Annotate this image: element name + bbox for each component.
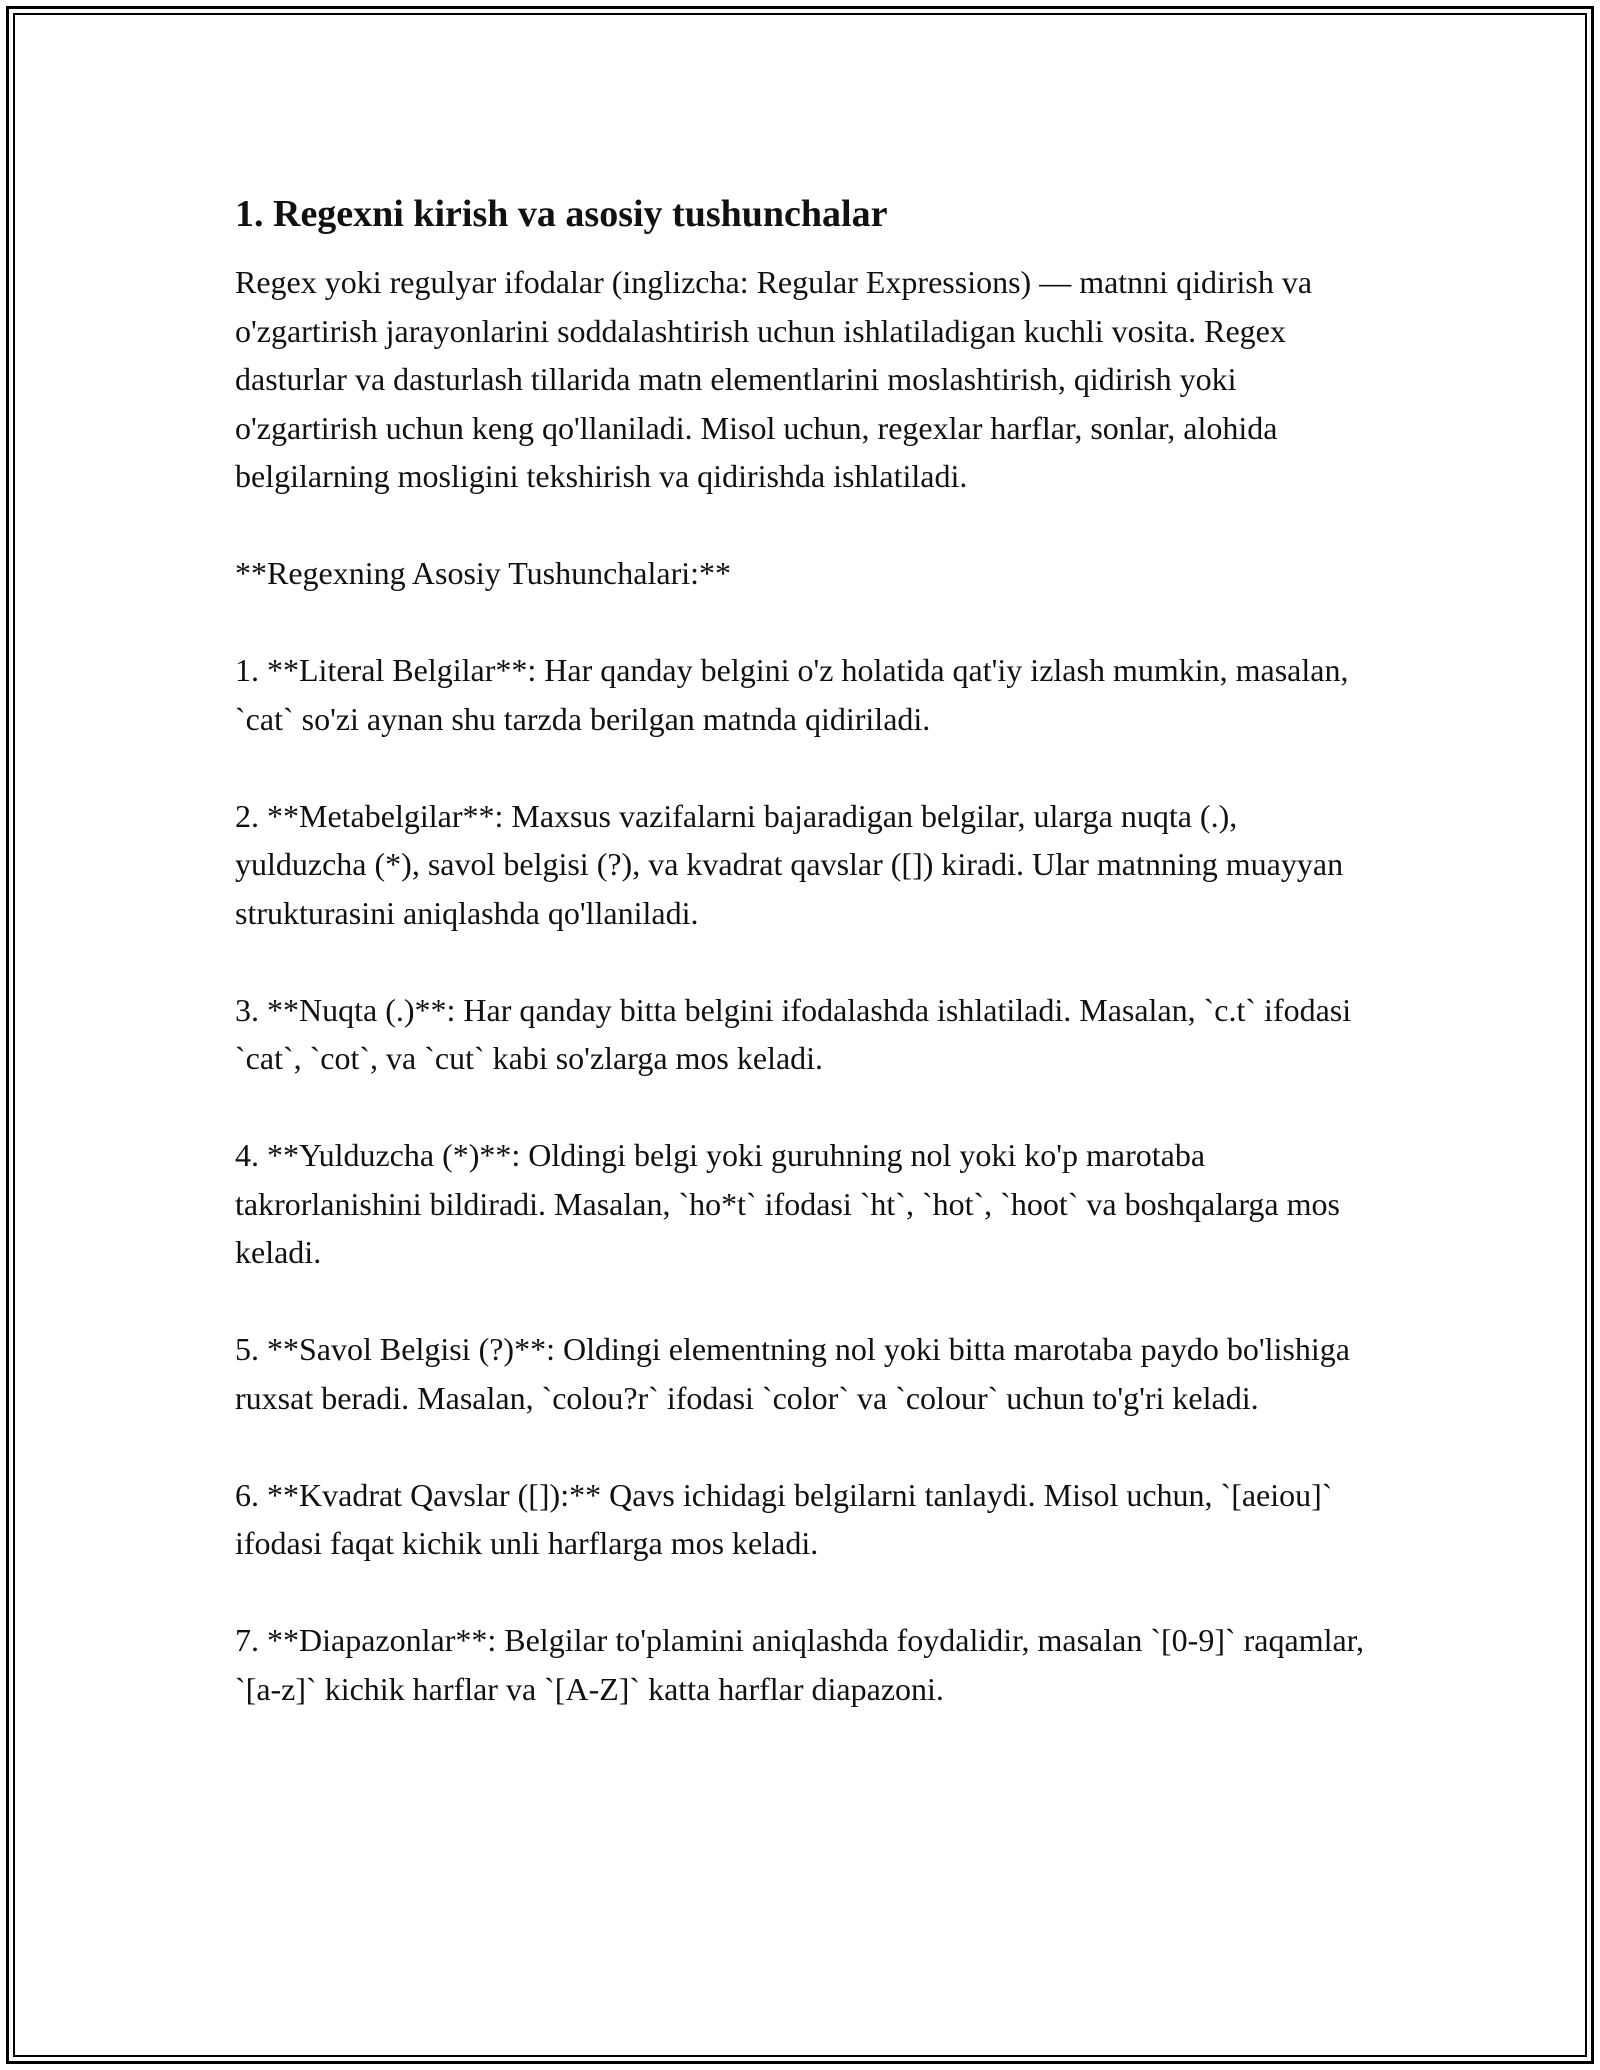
list-item-yulduzcha: 4. **Yulduzcha (*)**: Oldingi belgi yoki guruhning nol yoki ko'p marotaba takrorlanishini bildiradi. Masalan, `ho*t` ifodasi `ht`, `hot`, `hoot` va boshqalarga mos keladi. <box>235 1137 1340 1270</box>
section-heading: 1. Regexni kirish va asosiy tushunchalar <box>235 193 888 235</box>
document-content <box>235 190 1375 1762</box>
intro-paragraph: Regex yoki regulyar ifodalar (inglizcha: Regular Expressions) — matnni qidirish va o'zgartirish jarayonlarini soddalashtirish uchun ishlatiladigan kuchli vosita. Regex dasturlar va dasturlash tillarida matn elementlarini moslashtirish, qidirish yoki o'zgartirish uchun keng qo'llaniladi. Misol uchun, regexlar harflar, sonlar, alohida belgilarning mosligini tekshirish va qidirishda ishlatiladi. <box>235 264 1313 494</box>
list-item-diapazonlar: 7. **Diapazonlar**: Belgilar to'plamini aniqlashda foydalidir, masalan `[0-9]` raqamlar, `[a-z]` kichik harflar va `[A-Z]` katta harflar diapazoni. <box>235 1622 1365 1707</box>
subheading-paragraph: **Regexning Asosiy Tushunchalari:** <box>235 555 732 591</box>
list-item-kvadrat-qavslar: 6. **Kvadrat Qavslar ([]):** Qavs ichidagi belgilarni tanlaydi. Misol uchun, `[aeiou]` ifodasi faqat kichik unli harflarga mos keladi. <box>235 1476 1333 1561</box>
list-item-nuqta: 3. **Nuqta (.)**: Har qanday bitta belgini ifodalashda ishlatiladi. Masalan, `c.t` ifodasi `cat`, `cot`, va `cut` kabi so'zlarga mos keladi. <box>235 991 1352 1076</box>
list-item-metabelgilar: 2. **Metabelgilar**: Maxsus vazifalarni bajaradigan belgilar, ularga nuqta (.), yulduzcha (*), savol belgisi (?), va kvadrat qavslar ([]) kiradi. Ular matnning muayyan strukturasini aniqlashda qo'llaniladi. <box>235 797 1344 931</box>
list-item-savol-belgisi: 5. **Savol Belgisi (?)**: Oldingi elementning nol yoki bitta marotaba paydo bo'lishiga ruxsat beradi. Masalan, `colou?r` ifodasi `color` va `colour` uchun to'g'ri keladi. <box>235 1331 1350 1416</box>
list-item-literal: 1. **Literal Belgilar**: Har qanday belgini o'z holatida qat'iy izlash mumkin, masalan, `cat` so'zi aynan shu tarzda berilgan matnda qidiriladi. <box>235 652 1349 737</box>
